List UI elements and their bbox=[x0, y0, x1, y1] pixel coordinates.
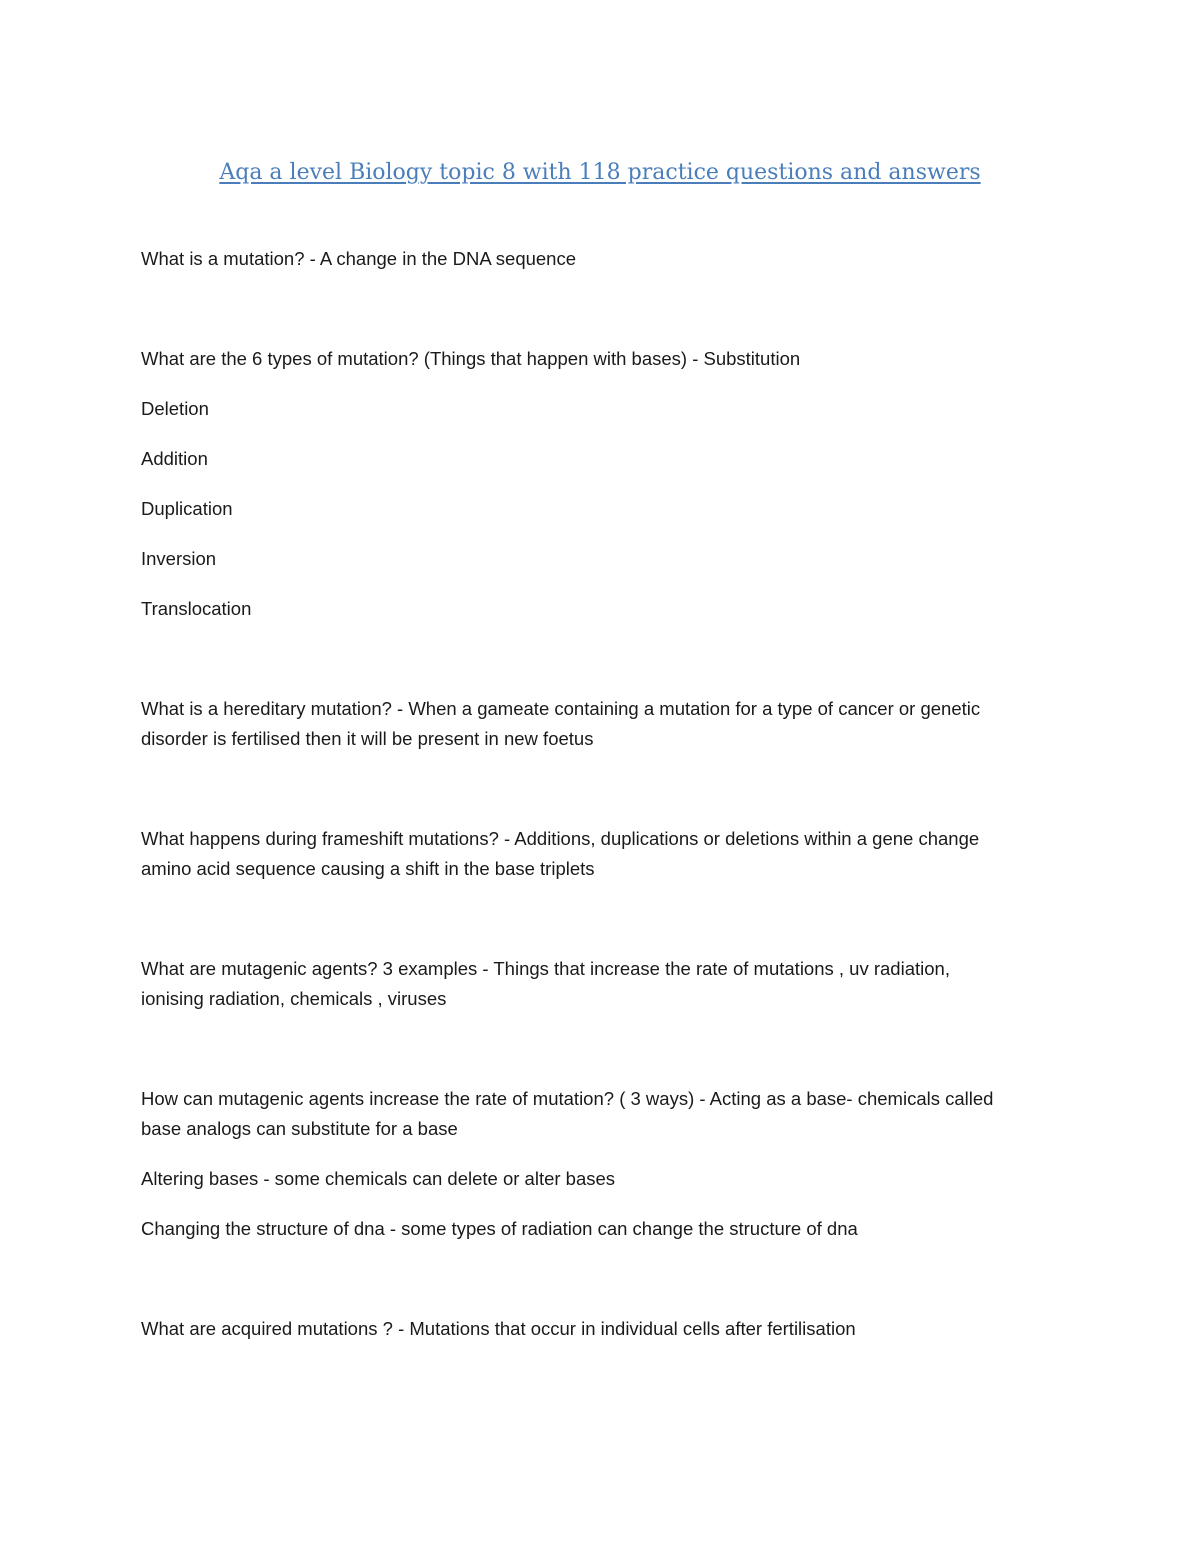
text-line: base analogs can substitute for a base bbox=[141, 1118, 458, 1139]
text-line: What are the 6 types of mutation? (Things that happen with bases) - Substitution bbox=[141, 348, 801, 369]
text-line: Deletion bbox=[141, 398, 209, 419]
text-line: What are acquired mutations ? - Mutations that occur in individual cells after fertilisation bbox=[141, 1318, 856, 1339]
text-line: How can mutagenic agents increase the rate of mutation? ( 3 ways) - Acting as a base- chemicals called bbox=[141, 1088, 994, 1109]
text-line: What happens during frameshift mutations? - Additions, duplications or deletions within a gene change bbox=[141, 828, 980, 849]
text-line: What are mutagenic agents? 3 examples - Things that increase the rate of mutations , uv radiation, bbox=[141, 958, 950, 979]
text-line: amino acid sequence causing a shift in the base triplets bbox=[141, 858, 595, 879]
text-line: ionising radiation, chemicals , viruses bbox=[141, 988, 447, 1009]
document-title: Aqa a level Biology topic 8 with 118 practice questions and answers bbox=[219, 160, 981, 185]
text-line: Altering bases - some chemicals can delete or alter bases bbox=[141, 1168, 616, 1189]
text-line: Duplication bbox=[141, 498, 233, 519]
text-line: disorder is fertilised then it will be present in new foetus bbox=[141, 728, 594, 749]
text-line: Changing the structure of dna - some types of radiation can change the structure of dna bbox=[141, 1218, 858, 1239]
text-line: What is a mutation? - A change in the DNA sequence bbox=[141, 248, 577, 269]
text-line: Translocation bbox=[141, 598, 252, 619]
text-line: What is a hereditary mutation? - When a gameate containing a mutation for a type of cancer or genetic bbox=[141, 698, 981, 719]
text-line: Inversion bbox=[141, 548, 217, 569]
text-line: Addition bbox=[141, 448, 208, 469]
